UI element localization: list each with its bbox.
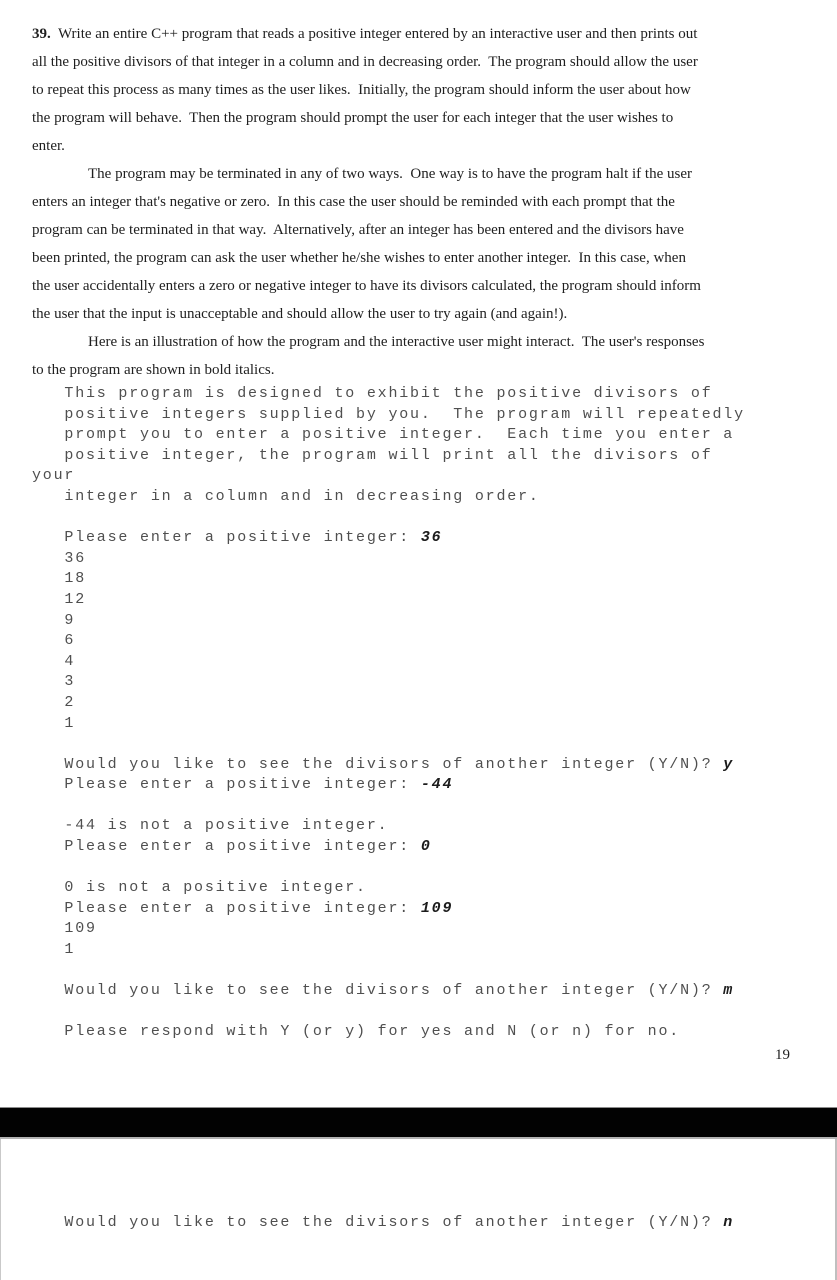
- text-line: [32, 384, 837, 405]
- user-input: 36: [420, 529, 443, 547]
- text-line: [32, 775, 837, 796]
- text-line: [32, 549, 837, 570]
- text-segment: been printed, the program can ask the user whether he/she wishes to enter another integer. In this case, when: [32, 250, 686, 266]
- user-input: 109: [420, 899, 454, 917]
- text-line: [32, 878, 837, 899]
- text-line: [32, 244, 837, 272]
- text-segment: 1: [32, 714, 76, 732]
- text-line: [32, 631, 837, 652]
- text-line: [32, 734, 837, 755]
- text-line: [32, 328, 837, 356]
- text-line: [32, 652, 837, 673]
- text-line: [32, 528, 837, 549]
- problem-statement-paragraph-1: [32, 20, 837, 160]
- text-segment: -44 is not a positive integer.: [32, 817, 389, 835]
- text-line: [32, 272, 837, 300]
- problem-statement-paragraph-2: [32, 160, 837, 328]
- text-line: [32, 693, 837, 714]
- redaction-bar: [0, 1107, 837, 1139]
- text-line: [32, 1022, 837, 1043]
- text-segment: the program will behave. Then the program should prompt the user for each integer that the user wishes to: [32, 110, 674, 126]
- text-segment: the user accidentally enters a zero or negative integer to have its divisors calculated, the program should inform: [32, 278, 701, 294]
- text-segment: enter.: [32, 138, 65, 154]
- text-segment: 0 is not a positive integer.: [32, 879, 367, 897]
- text-segment: all the positive divisors of that integer in a column and in decreasing order. The program should allow the user: [32, 54, 698, 70]
- text-segment: to the program are shown in bold italics.: [32, 362, 275, 378]
- text-segment: Write an entire C++ program that reads a positive integer entered by an interactive user and then prints out: [50, 26, 698, 42]
- user-input: -44: [420, 776, 454, 794]
- text-line: [32, 611, 837, 632]
- text-segment: program can be terminated in that way. Alternatively, after an integer has been entered and the divisors have: [32, 222, 684, 238]
- text-line: [32, 20, 837, 48]
- user-input: 0: [420, 838, 432, 856]
- text-segment: 2: [32, 693, 76, 711]
- text-segment: 1: [32, 941, 76, 959]
- page-number: 19: [775, 1047, 790, 1063]
- text-segment: Would you like to see the divisors of another integer (Y/N)?: [32, 1214, 724, 1231]
- text-line: [32, 981, 837, 1002]
- text-line: [32, 961, 837, 982]
- text-line: [32, 188, 837, 216]
- text-line: [32, 755, 837, 776]
- text-line: [32, 590, 837, 611]
- text-segment: 18: [32, 570, 87, 588]
- text-segment: Here is an illustration of how the program and the interactive user might interact. The user's responses: [88, 334, 705, 350]
- text-segment: Please enter a positive integer:: [32, 776, 421, 794]
- text-segment: 36: [32, 549, 87, 567]
- text-segment: the user that the input is unacceptable and should allow the user to try again (and again!).: [32, 306, 568, 322]
- problem-statement-paragraph-3: [32, 328, 837, 384]
- text-line: [32, 132, 837, 160]
- text-segment: integer in a column and in decreasing order.: [32, 487, 540, 505]
- user-input: y: [723, 755, 735, 773]
- next-page-fragment: [0, 1139, 837, 1280]
- text-line: [32, 48, 837, 76]
- text-line: [32, 1002, 837, 1023]
- text-line: [32, 837, 837, 858]
- user-input: m: [723, 982, 735, 1000]
- text-line: [32, 446, 837, 467]
- text-segment: enters an integer that's negative or zero. In this case the user should be reminded with each prompt that the: [32, 194, 675, 210]
- text-line: [32, 300, 837, 328]
- text-segment: Please enter a positive integer:: [32, 529, 421, 547]
- text-line: [32, 487, 837, 508]
- text-line: [32, 899, 837, 920]
- text-segment: positive integer, the program will print all the divisors of: [32, 446, 713, 464]
- text-line: [32, 356, 837, 384]
- text-line: [32, 919, 837, 940]
- text-line: [32, 1213, 835, 1234]
- text-segment: Would you like to see the divisors of another integer (Y/N)?: [32, 982, 724, 1000]
- text-segment: your: [32, 467, 76, 485]
- text-segment: 6: [32, 632, 76, 650]
- text-segment: Please enter a positive integer:: [32, 838, 421, 856]
- text-line: [32, 940, 837, 961]
- text-line: [32, 714, 837, 735]
- text-segment: 3: [32, 673, 76, 691]
- console-transcript-continued: [1, 1213, 835, 1234]
- text-segment: 9: [32, 611, 76, 629]
- text-segment: 4: [32, 652, 76, 670]
- text-segment: 12: [32, 590, 87, 608]
- text-line: [32, 816, 837, 837]
- text-line: [32, 858, 837, 879]
- text-segment: to repeat this process as many times as the user likes. Initially, the program should inform the user about how: [32, 82, 691, 98]
- text-line: [32, 796, 837, 817]
- problem-number: 39.: [32, 26, 51, 42]
- text-segment: Please enter a positive integer:: [32, 899, 421, 917]
- text-line: [32, 425, 837, 446]
- text-segment: Please respond with Y (or y) for yes and N (or n) for no.: [32, 1023, 681, 1041]
- text-line: [32, 216, 837, 244]
- text-segment: positive integers supplied by you. The program will repeatedly: [32, 405, 745, 423]
- text-line: [32, 76, 837, 104]
- text-segment: The program may be terminated in any of two ways. One way is to have the program halt if the user: [88, 166, 692, 182]
- text-line: [32, 466, 837, 487]
- text-segment: 109: [32, 920, 97, 938]
- text-line: [32, 508, 837, 529]
- text-line: [32, 405, 837, 426]
- text-line: [32, 104, 837, 132]
- text-line: [32, 672, 837, 693]
- text-segment: prompt you to enter a positive integer. Each time you enter a: [32, 426, 735, 444]
- text-segment: Would you like to see the divisors of another integer (Y/N)?: [32, 755, 724, 773]
- text-segment: This program is designed to exhibit the positive divisors of: [32, 385, 713, 402]
- console-transcript: [32, 384, 837, 1043]
- text-line: [32, 160, 837, 188]
- text-line: [32, 569, 837, 590]
- user-input: n: [723, 1214, 735, 1231]
